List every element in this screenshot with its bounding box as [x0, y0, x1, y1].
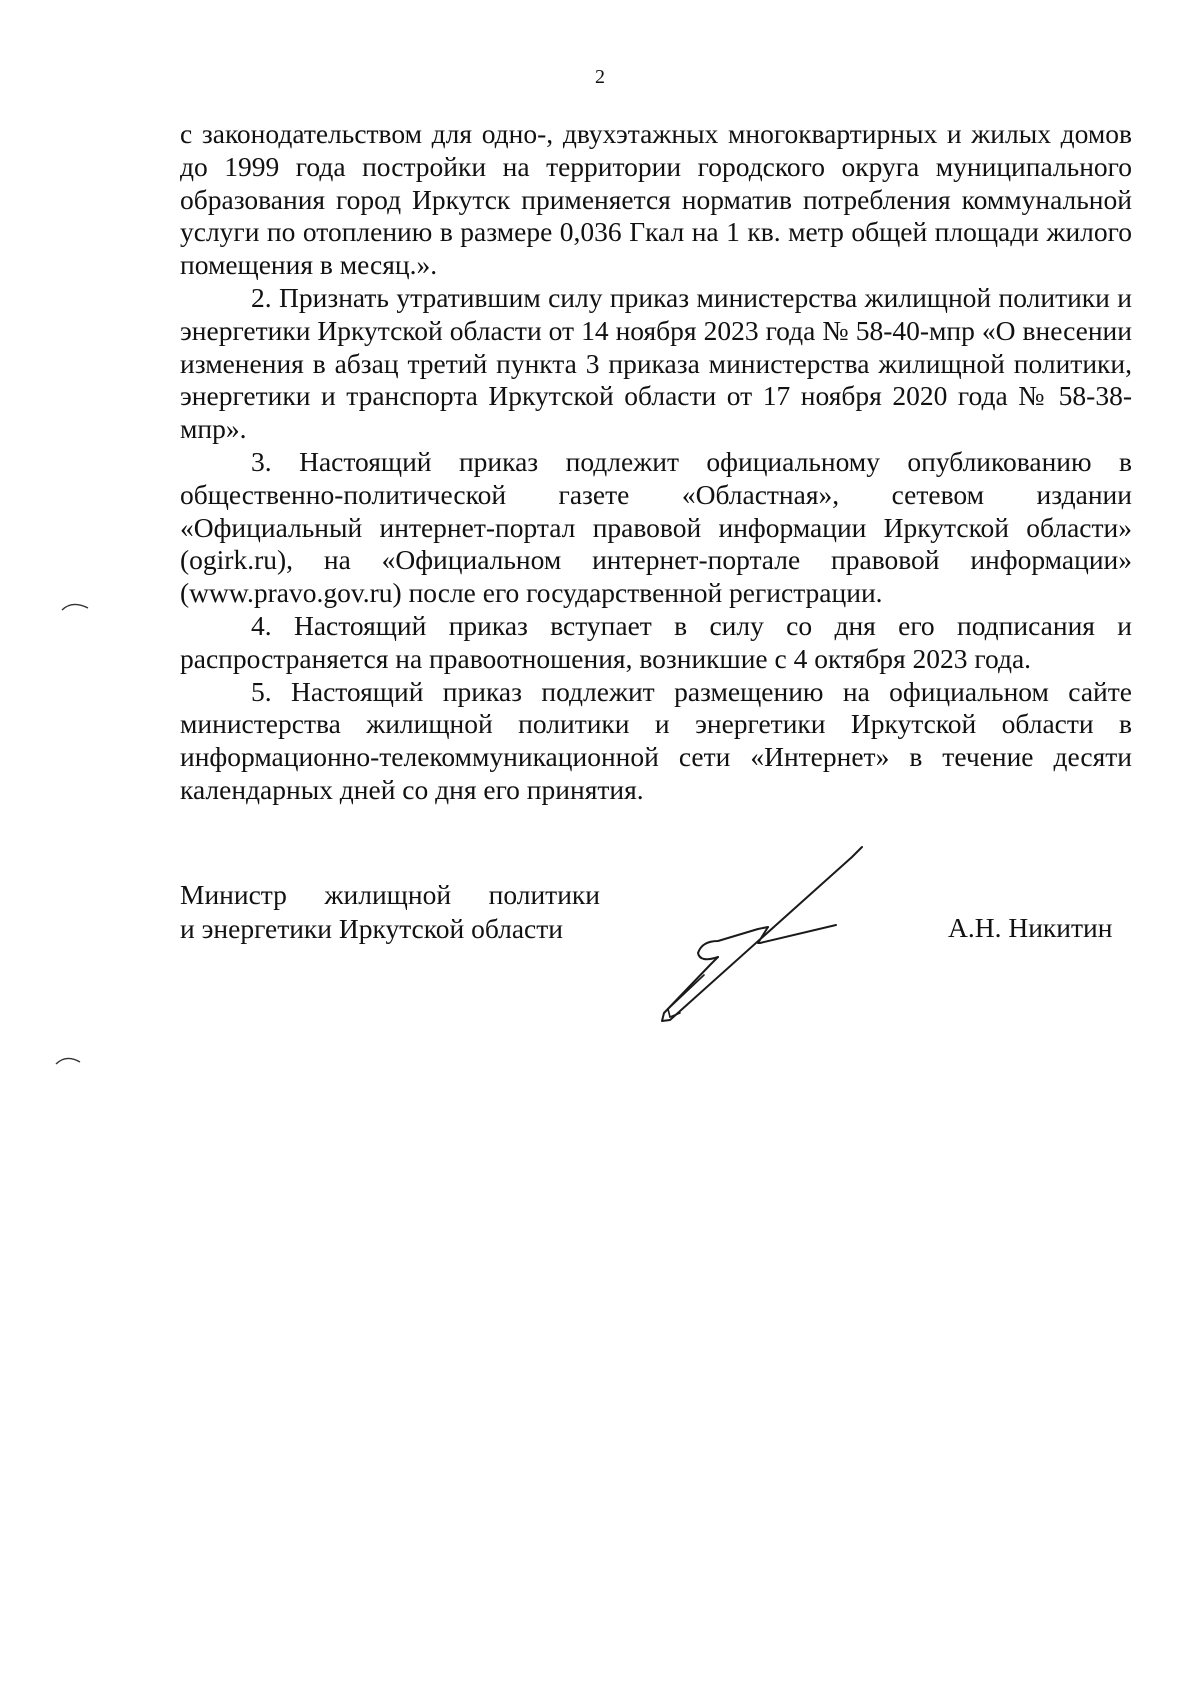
signatory-title-line-2: и энергетики Иркутской области — [180, 913, 563, 944]
paragraph-item-3: 3. Настоящий приказ подлежит официальному опубликованию в общественно-политической газете «Областная», сетевом издании «Официальный интернет-портал правовой информации Иркутской области» (ogirk.ru), на «Официальном интернет-портале правовой информации» (www.pravo.gov.ru) после его государственной регистрации. — [180, 445, 1132, 609]
paragraph-continuation: с законодательством для одно-, двухэтажных многоквартирных и жилых домов до 1999 года постройки на территории городского округа муниципального образования город Иркутск применяется норматив потребления коммунальной услуги по отоплению в размере 0,036 Гкал на 1 кв. метр общей площади жилого помещения в месяц.». — [180, 118, 1132, 281]
signatory-title — [180, 878, 600, 946]
handwritten-signature — [640, 845, 880, 1025]
signatory-title-line-1: Министр жилищной политики — [180, 879, 600, 910]
margin-scan-mark — [58, 598, 98, 614]
paragraph-item-2: 2. Признать утратившим силу приказ министерства жилищной политики и энергетики Иркутской области от 14 ноября 2023 года № 58-40-мпр «О внесении изменения в абзац третий пункта 3 приказа министерства жилищной политики, энергетики и транспорта Иркутской области от 17 ноября 2020 года № 58-38-мпр». — [180, 281, 1132, 445]
signatory-name: А.Н. Никитин — [948, 912, 1113, 943]
signature-stroke-main — [662, 847, 862, 1021]
paragraph-item-4: 4. Настоящий приказ вступает в силу со дня его подписания и распространяется на правоотношения, возникшие с 4 октября 2023 года. — [180, 609, 1132, 674]
signature-stroke-tail — [758, 925, 836, 943]
document-body — [180, 118, 1132, 807]
paragraph-item-5: 5. Настоящий приказ подлежит размещению на официальном сайте министерства жилищной политики и энергетики Иркутской области в информационно-телекоммуникационной сети «Интернет» в течение десяти календарных дней со дня его принятия. — [180, 675, 1132, 805]
signature-stroke-swash — [668, 975, 704, 1017]
margin-scan-mark — [52, 1052, 92, 1068]
page-number: 2 — [595, 66, 605, 88]
